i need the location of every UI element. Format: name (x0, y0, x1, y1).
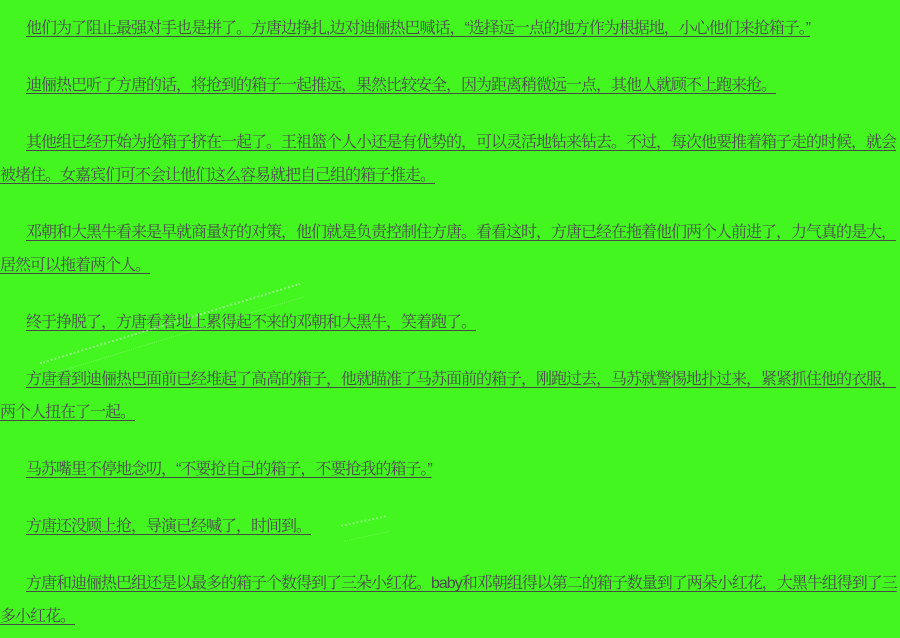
paragraph-5: 终于挣脱了，方唐看着地上累得起不来的邓朝和大黑牛，笑着跑了。 (26, 314, 477, 331)
paragraph-1: 他们为了阻止最强对手也是拼了。方唐边挣扎,边对迪俪热巴喊话，“选择远一点的地方作为根据地，小心他们来抢箱子。” (26, 20, 811, 37)
paragraph-2: 迪俪热巴听了方唐的话，将抢到的箱子一起推远，果然比较安全，因为距离稍微远一点，其他人就顾不上跑来抢。 (26, 77, 777, 94)
paragraph-4: 邓朝和大黑牛看来是早就商量好的对策，他们就是负责控制住方唐。看看这时，方唐已经在拖着他们两个人前进了，力气真的是大，居然可以拖着两个人。 (0, 224, 897, 274)
paragraph-9: 方唐和迪俪热巴组还是以最多的箱子个数得到了三朵小红花。baby和邓朝组得以第二的箱子数量到了两朵小红花，大黑牛组得到了三多小红花。 (0, 575, 897, 625)
paragraph-3: 其他组已经开始为抢箱子挤在一起了。王祖篮个人小还是有优势的，可以灵活地钻来钻去。不过，每次他要推着箱子走的时候，就会被堵住。女嘉宾们可不会让他们这么容易就把自己组的箱子推走。 (0, 134, 897, 184)
paragraph-7: 马苏嘴里不停地念叨，“不要抢自己的箱子，不要抢我的箱子。” (26, 461, 432, 478)
paragraph-8: 方唐还没顾上抢，导演已经喊了，时间到。 (26, 518, 312, 535)
paragraph-6: 方唐看到迪俪热巴面前已经堆起了高高的箱子，他就瞄准了马苏面前的箱子，刚跑过去，马苏就警惕地扑过来，紧紧抓住他的衣服，两个人扭在了一起。 (0, 371, 897, 421)
